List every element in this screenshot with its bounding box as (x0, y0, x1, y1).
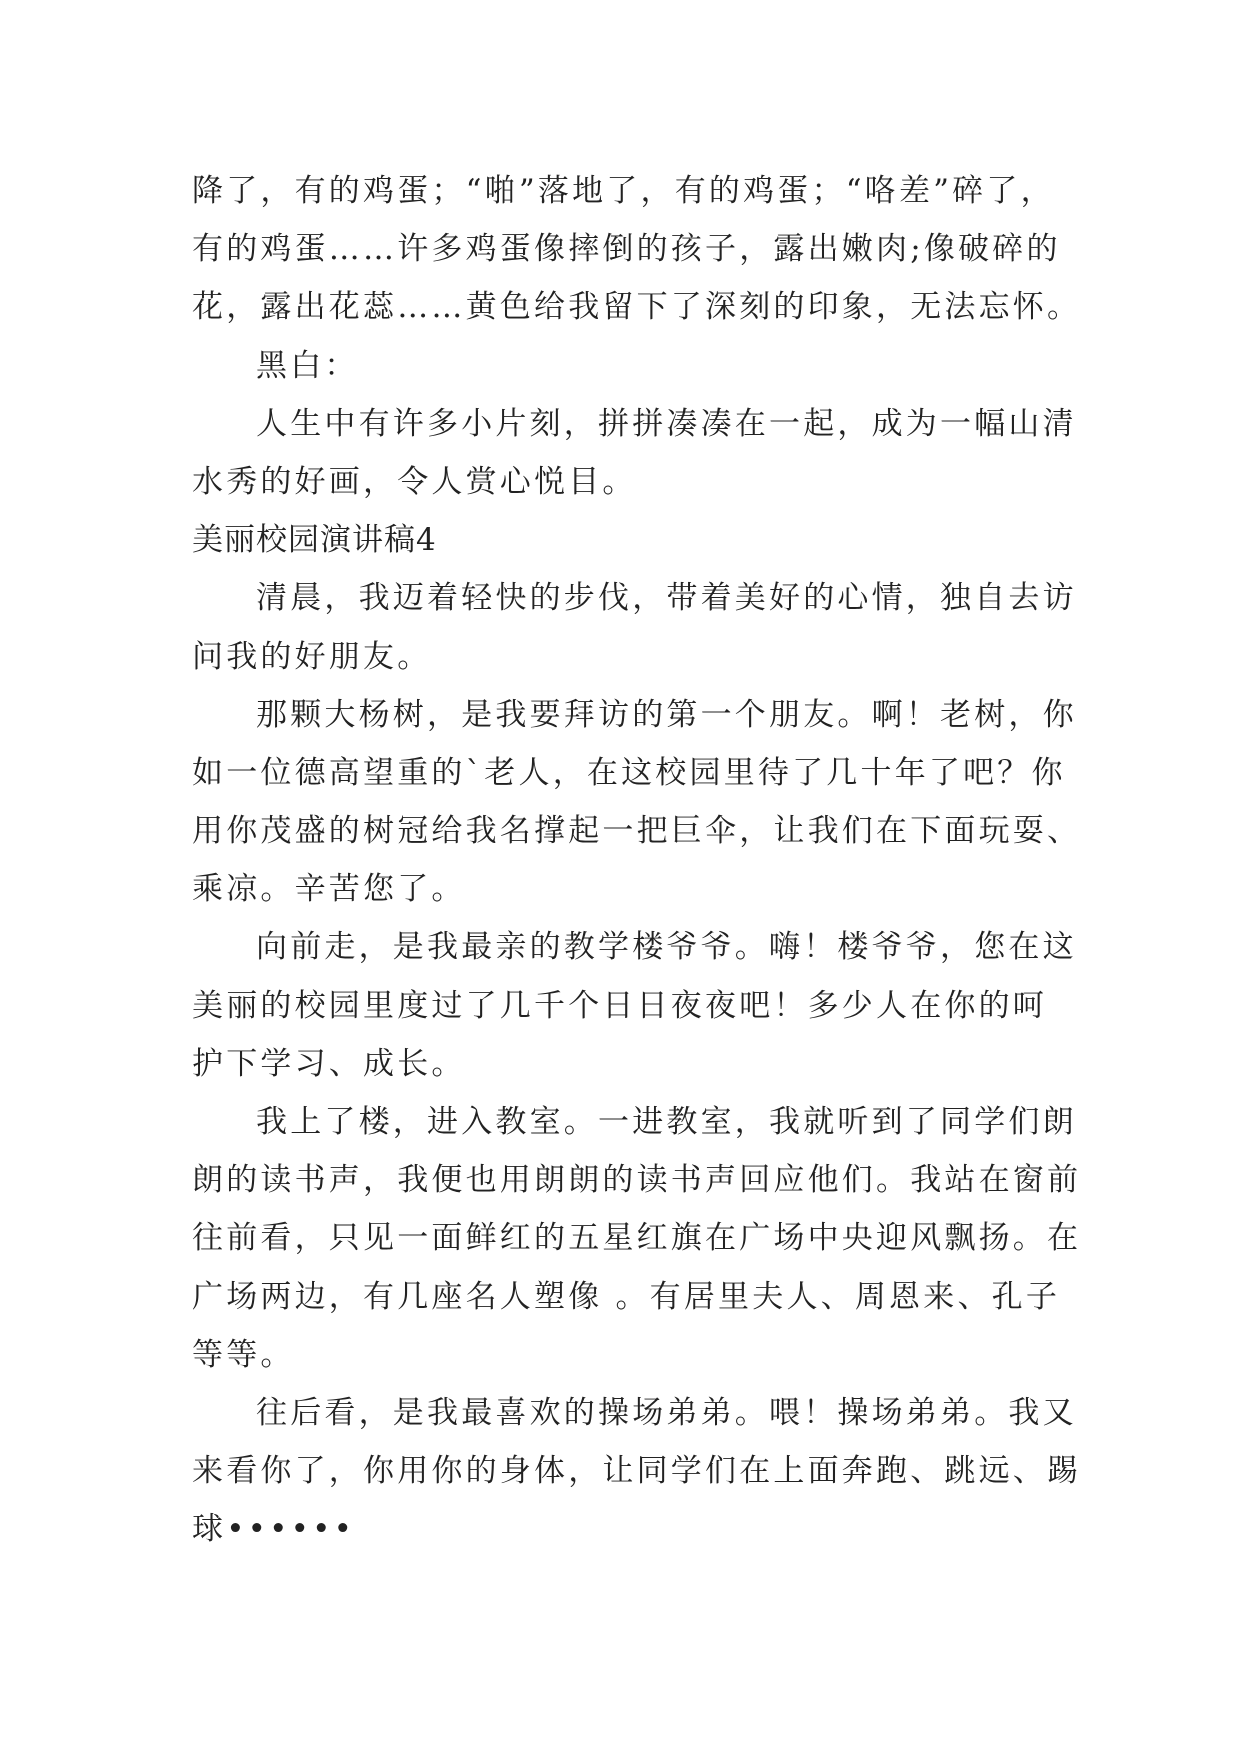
text-line: 乘凉。辛苦您了。 (192, 871, 466, 908)
text-line: 花，露出花蕊……黄色给我留下了深刻的印象，无法忘怀。 (192, 289, 1082, 326)
paragraph-start: 往后看，是我最喜欢的操场弟弟。喂！操场弟弟。我又 (256, 1394, 1077, 1431)
section-label: 黑白： (256, 347, 359, 384)
paragraph-start: 人生中有许多小片刻，拼拼凑凑在一起，成为一幅山清 (256, 405, 1077, 442)
text-line: 广场两边，有几座名人塑像 。有居里夫人、周恩来、孔子 (192, 1278, 1061, 1315)
paragraph-start: 我上了楼，进入教室。一进教室，我就听到了同学们朗 (256, 1104, 1077, 1140)
section-heading: 美丽校园演讲稿4 (192, 522, 437, 559)
text-line: 问我的好朋友。 (192, 638, 432, 675)
paragraph-start: 向前走，是我最亲的教学楼爷爷。嗨！楼爷爷，您在这 (256, 929, 1077, 966)
text-line: 有的鸡蛋……许多鸡蛋像摔倒的孩子，露出嫩肉;像破碎的 (192, 231, 1061, 268)
text-line: 球•••••• (192, 1511, 356, 1548)
document-page (192, 162, 1082, 1559)
text-line: 降了，有的鸡蛋；“啪”落地了，有的鸡蛋；“咯差”碎了， (192, 173, 1055, 209)
text-line: 美丽的校园里度过了几千个日日夜夜吧！多少人在你的呵 (192, 987, 1047, 1024)
text-line: 朗的读书声，我便也用朗朗的读书声回应他们。我站在窗前 (192, 1162, 1082, 1199)
paragraph-start: 那颗大杨树，是我要拜访的第一个朋友。啊！老树，你 (256, 696, 1077, 733)
text-line: 护下学习、成长。 (192, 1045, 466, 1082)
text-line: 如一位德高望重的`老人，在这校园里待了几十年了吧？你 (192, 754, 1066, 791)
text-line: 用你茂盛的树冠给我名撑起一把巨伞，让我们在下面玩耍、 (192, 813, 1082, 850)
text-line: 等等。 (192, 1336, 295, 1373)
text-line: 往前看，只见一面鲜红的五星红旗在广场中央迎风飘扬。在 (192, 1220, 1082, 1257)
text-line: 水秀的好画，令人赏心悦目。 (192, 463, 637, 500)
paragraph-start: 清晨，我迈着轻快的步伐，带着美好的心情，独自去访 (256, 580, 1077, 617)
text-line: 来看你了，你用你的身体，让同学们在上面奔跑、跳远、踢 (192, 1453, 1082, 1490)
